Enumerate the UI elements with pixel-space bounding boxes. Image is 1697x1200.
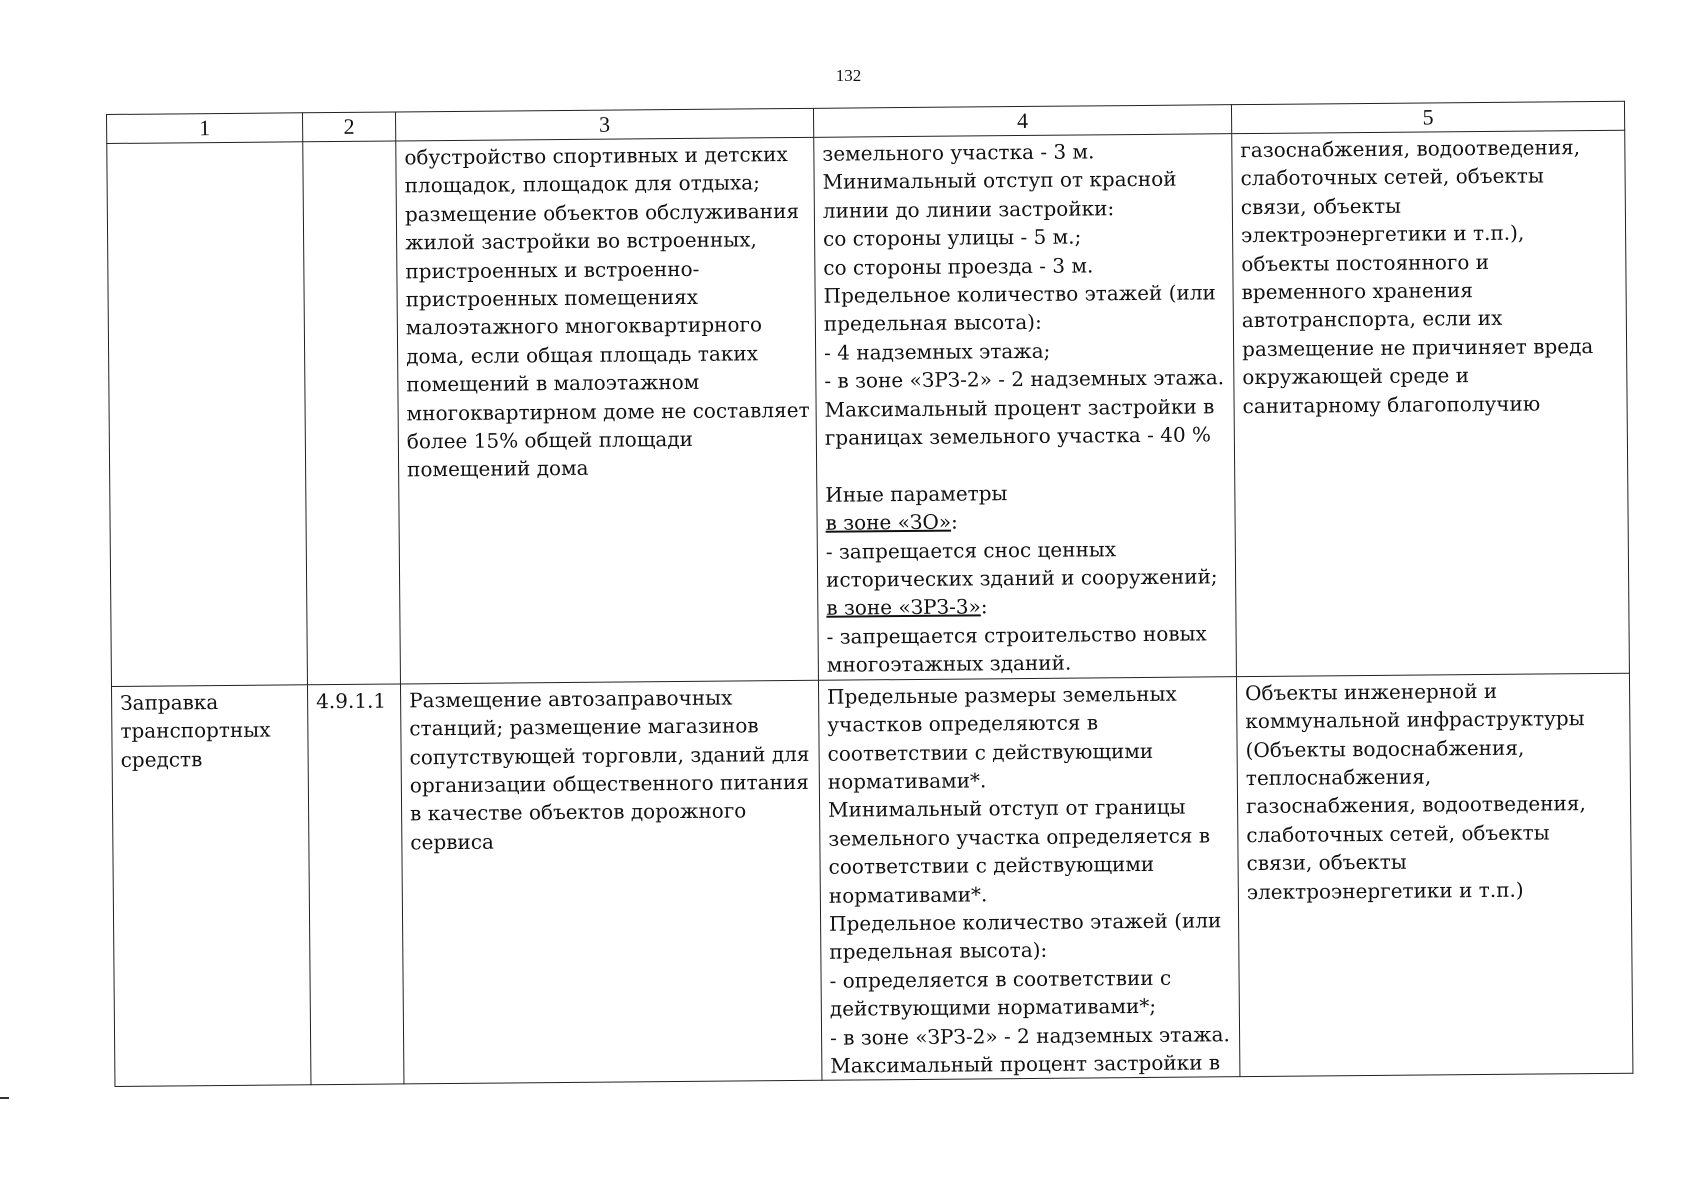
cell-text-line: земельного участка - 3 м. [822,139,1095,166]
cell-text-line: Предельное количество этажей (или [823,280,1216,308]
cell-text-line: - в зоне «ЗРЗ-2» - 2 надземных этажа. [829,1021,1230,1050]
cell-parameters [818,676,1239,1080]
cell-text-line: нормативами*. [828,881,988,908]
cell-auxiliary-uses [1236,673,1632,1077]
cell-text-line: Заправка [120,689,219,715]
cell-text-line: предельная высота): [829,938,1048,965]
table-row [107,130,1630,686]
cell-text-line: автотранспорта, если их [1241,306,1503,333]
table-row [111,673,1632,1087]
cell-text-line: сервиса [410,829,495,855]
cell-text-line: Минимальный отступ от границы [827,794,1186,823]
cell-text-line: в качестве объектов дорожного [410,798,747,826]
cell-text-line: сопутствующей торговли, зданий для [409,741,810,769]
cell-text-line: нормативами*. [827,768,987,794]
cell-text-line: помещений дома [407,456,589,482]
cell-text-line: Максимальный процент застройки в [830,1050,1221,1078]
cell-text-line: линии до линии застройки: [822,196,1115,223]
cell-text-line: размещение объектов обслуживания [404,198,800,227]
cell-text-line: санитарному благополучию [1242,391,1541,418]
cell-land-use-code [307,684,403,1085]
cell-text-line: электроэнергетики и т.п.) [1246,877,1524,904]
cell-description [400,680,821,1084]
cell-text-line: станций; размещение магазинов [409,713,759,741]
cell-text-line: организации общественного питания [409,769,809,798]
cell-land-use-name [111,684,310,1086]
cell-text-line: связи, объекты [1240,193,1402,219]
cell-text-line: 4.9.1.1 [316,688,387,713]
underlined-zone-label: в зоне «ЗО» [825,509,952,536]
cell-text-line: малоэтажного многоквартирного [405,312,763,340]
cell-text-line: площадок, площадок для отдыха; [404,170,760,198]
cell-text-line: многоэтажных зданий. [826,650,1072,678]
cell-text-line: средств [120,746,203,772]
page-number: 132 [835,66,862,85]
cell-text-line: газоснабжения, водоотведения, [1245,791,1586,819]
cell-text-line: со стороны улицы - 5 м.; [823,224,1082,251]
cell-text-line: помещений в малоэтажном [406,370,700,397]
cell-text-line: - 4 надземных этажа; [824,338,1051,365]
cell-text-line: транспортных [120,717,271,744]
cell-text-line: пристроенных помещениях [405,284,699,312]
margin-mark [0,1097,9,1099]
cell-text-line: коммунальной инфраструктуры [1245,706,1585,734]
cell-text-line: соответствии с действующими [828,852,1155,879]
cell-text-line: Размещение автозаправочных [409,685,733,713]
cell-auxiliary-uses [1232,130,1630,676]
cell-text-line: соответствии с действующими [827,738,1154,766]
cell-text-line: Предельное количество этажей (или [828,908,1222,936]
regulations-table-container [106,101,1632,1088]
cell-text-line: Объекты инженерной и [1244,678,1498,705]
cell-text-line: - в зоне «ЗРЗ-2» - 2 надземных этажа. [824,365,1225,393]
cell-text-line: объекты постоянного и [1241,249,1490,276]
column-header: 5 [1231,101,1624,133]
cell-text-line: временного хранения [1241,278,1474,305]
cell-text-line: электроэнергетики и т.п.), [1240,220,1525,248]
cell-text-line: многоквартирном доме не составляет [406,397,810,426]
zone-label-colon: : [980,594,988,619]
column-header: 3 [395,108,813,141]
cell-text-line: дома, если общая площадь таких [406,341,759,369]
cell-text-line: (Объекты водоснабжения, [1245,735,1525,762]
cell-text-line: Иные параметры [825,481,1008,507]
cell-text-line: размещение не причиняет вреда [1241,333,1594,361]
cell-text-line: - запрещается строительство новых [826,621,1207,649]
cell-text-line: обустройство спортивных и детских [404,142,788,170]
cell-text-line: - запрещается снос ценных [825,536,1117,564]
cell-text-line [825,449,1226,481]
cell-text-line: более 15% общей площади [406,426,694,454]
cell-text-line: земельного участка определяется в [828,823,1211,851]
cell-text-line: исторических зданий и сооружений; [825,564,1218,592]
cell-text-line: - определяется в соответствии с [829,965,1172,993]
cell-parameters [814,134,1237,680]
zone-label-colon: : [950,509,958,534]
cell-text-line: слаботочных сетей, объекты [1246,820,1550,847]
cell-text-line: связи, объекты [1246,849,1407,876]
column-header: 1 [107,113,303,144]
cell-description [396,137,819,683]
cell-text-line: газоснабжения, водоотведения, [1240,135,1581,163]
cell-text-line: окружающей среде и [1242,363,1470,390]
cell-text-line: Максимальный процент застройки в [824,393,1215,422]
cell-text-line: со стороны проезда - 3 м. [823,253,1094,280]
cell-text-line: участков определяются в [827,710,1099,737]
column-header: 4 [813,105,1231,138]
cell-text-line: пристроенных и встроенно- [405,256,700,284]
cell-text-line: Предельные размеры земельных [827,681,1177,709]
cell-land-use-code [303,141,401,684]
cell-text-line: границах земельного участка - 40 % [824,422,1212,450]
cell-text-line: жилой застройки во встроенных, [405,227,757,255]
cell-text-line: Минимальный отступ от красной [822,167,1177,195]
cell-text-line [826,591,1227,623]
column-header: 2 [302,112,395,142]
cell-text-line: теплоснабжения, [1245,764,1432,790]
cell-text-line: предельная высота): [823,310,1042,337]
underlined-zone-label: в зоне «ЗРЗ-3» [826,594,981,621]
cell-text-line: слаботочных сетей, объекты [1240,163,1544,191]
cell-text-line [825,506,1226,538]
regulations-table [106,101,1633,1088]
cell-land-use-name [107,142,308,686]
cell-text-line: действующими нормативами*; [829,994,1157,1021]
